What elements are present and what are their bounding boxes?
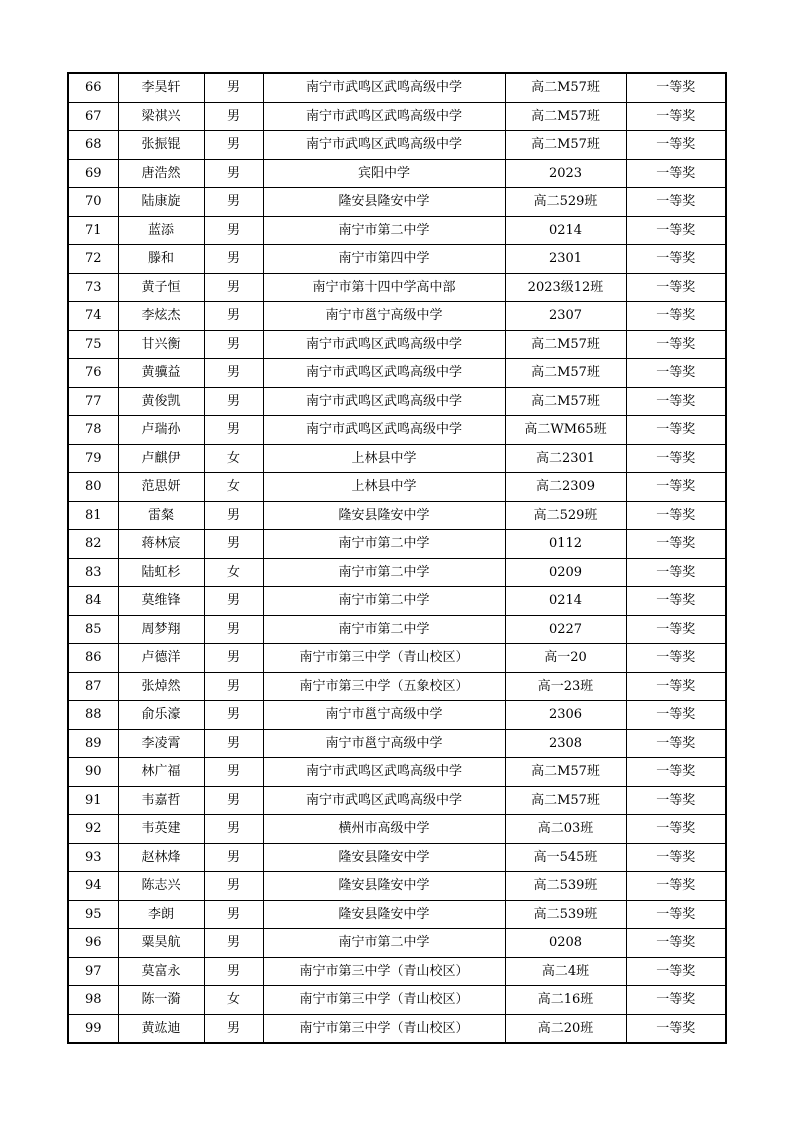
- cell-gender: 男: [204, 530, 263, 559]
- cell-number: 99: [68, 1014, 118, 1043]
- cell-award: 一等奖: [626, 644, 726, 673]
- cell-school: 隆安县隆安中学: [263, 188, 505, 217]
- cell-class: 高二M57班: [505, 387, 626, 416]
- cell-gender: 男: [204, 786, 263, 815]
- cell-class: 高二03班: [505, 815, 626, 844]
- cell-school: 南宁市第二中学: [263, 587, 505, 616]
- cell-award: 一等奖: [626, 216, 726, 245]
- table-row: [68, 587, 726, 616]
- cell-number: 82: [68, 530, 118, 559]
- cell-gender: 男: [204, 672, 263, 701]
- table-row: [68, 416, 726, 445]
- cell-award: 一等奖: [626, 159, 726, 188]
- table-body: [68, 73, 726, 1043]
- cell-school: 南宁市武鸣区武鸣高级中学: [263, 359, 505, 388]
- table-row: [68, 929, 726, 958]
- cell-school: 南宁市武鸣区武鸣高级中学: [263, 131, 505, 160]
- cell-class: 0214: [505, 216, 626, 245]
- cell-class: 高二539班: [505, 872, 626, 901]
- cell-class: 高二WM65班: [505, 416, 626, 445]
- cell-class: 高二M57班: [505, 786, 626, 815]
- cell-name: 卢麒伊: [118, 444, 204, 473]
- cell-award: 一等奖: [626, 587, 726, 616]
- cell-school: 上林县中学: [263, 473, 505, 502]
- cell-gender: 男: [204, 273, 263, 302]
- cell-number: 96: [68, 929, 118, 958]
- cell-name: 粟昊航: [118, 929, 204, 958]
- cell-name: 蓝添: [118, 216, 204, 245]
- cell-class: 0214: [505, 587, 626, 616]
- cell-number: 67: [68, 102, 118, 131]
- cell-number: 92: [68, 815, 118, 844]
- cell-number: 68: [68, 131, 118, 160]
- table-row: [68, 102, 726, 131]
- cell-gender: 男: [204, 900, 263, 929]
- cell-gender: 男: [204, 501, 263, 530]
- cell-award: 一等奖: [626, 986, 726, 1015]
- cell-class: 2301: [505, 245, 626, 274]
- cell-number: 76: [68, 359, 118, 388]
- cell-name: 俞乐濠: [118, 701, 204, 730]
- table-row: [68, 359, 726, 388]
- cell-number: 97: [68, 957, 118, 986]
- cell-class: 高一23班: [505, 672, 626, 701]
- cell-name: 李凌霄: [118, 729, 204, 758]
- cell-school: 南宁市第二中学: [263, 216, 505, 245]
- cell-school: 南宁市第二中学: [263, 530, 505, 559]
- table-row: [68, 216, 726, 245]
- cell-award: 一等奖: [626, 729, 726, 758]
- table-row: [68, 644, 726, 673]
- cell-name: 韦嘉哲: [118, 786, 204, 815]
- cell-class: 2023: [505, 159, 626, 188]
- table-row: [68, 444, 726, 473]
- cell-class: 高二M57班: [505, 758, 626, 787]
- cell-gender: 男: [204, 615, 263, 644]
- table-row: [68, 615, 726, 644]
- table-row: [68, 131, 726, 160]
- cell-number: 80: [68, 473, 118, 502]
- table-row: [68, 273, 726, 302]
- cell-award: 一等奖: [626, 900, 726, 929]
- cell-name: 黄俊凯: [118, 387, 204, 416]
- cell-name: 陆虹杉: [118, 558, 204, 587]
- cell-class: 高二20班: [505, 1014, 626, 1043]
- cell-gender: 男: [204, 416, 263, 445]
- cell-number: 87: [68, 672, 118, 701]
- cell-gender: 男: [204, 302, 263, 331]
- cell-number: 69: [68, 159, 118, 188]
- cell-school: 南宁市武鸣区武鸣高级中学: [263, 387, 505, 416]
- cell-school: 隆安县隆安中学: [263, 900, 505, 929]
- cell-award: 一等奖: [626, 843, 726, 872]
- cell-award: 一等奖: [626, 615, 726, 644]
- cell-name: 陈一漪: [118, 986, 204, 1015]
- cell-award: 一等奖: [626, 957, 726, 986]
- cell-name: 范思妍: [118, 473, 204, 502]
- cell-name: 黄子恒: [118, 273, 204, 302]
- cell-class: 0208: [505, 929, 626, 958]
- cell-school: 南宁市第三中学（青山校区）: [263, 644, 505, 673]
- cell-number: 77: [68, 387, 118, 416]
- table-row: [68, 73, 726, 102]
- cell-name: 唐浩然: [118, 159, 204, 188]
- cell-number: 84: [68, 587, 118, 616]
- cell-award: 一等奖: [626, 929, 726, 958]
- cell-gender: 男: [204, 701, 263, 730]
- cell-school: 隆安县隆安中学: [263, 872, 505, 901]
- cell-class: 高二529班: [505, 501, 626, 530]
- cell-award: 一等奖: [626, 188, 726, 217]
- cell-school: 宾阳中学: [263, 159, 505, 188]
- cell-school: 南宁市邕宁高级中学: [263, 302, 505, 331]
- cell-name: 雷粲: [118, 501, 204, 530]
- cell-award: 一等奖: [626, 330, 726, 359]
- cell-number: 89: [68, 729, 118, 758]
- cell-name: 滕和: [118, 245, 204, 274]
- cell-number: 79: [68, 444, 118, 473]
- cell-gender: 男: [204, 387, 263, 416]
- cell-name: 黄竑迪: [118, 1014, 204, 1043]
- cell-school: 南宁市第二中学: [263, 929, 505, 958]
- table-row: [68, 815, 726, 844]
- cell-school: 南宁市邕宁高级中学: [263, 701, 505, 730]
- cell-award: 一等奖: [626, 815, 726, 844]
- cell-class: 高二M57班: [505, 102, 626, 131]
- cell-gender: 男: [204, 159, 263, 188]
- cell-gender: 男: [204, 102, 263, 131]
- cell-school: 南宁市第十四中学高中部: [263, 273, 505, 302]
- table-row: [68, 558, 726, 587]
- table-row: [68, 758, 726, 787]
- cell-number: 95: [68, 900, 118, 929]
- cell-award: 一等奖: [626, 245, 726, 274]
- cell-class: 高一545班: [505, 843, 626, 872]
- cell-number: 90: [68, 758, 118, 787]
- cell-number: 86: [68, 644, 118, 673]
- table-row: [68, 473, 726, 502]
- table-row: [68, 330, 726, 359]
- cell-gender: 男: [204, 929, 263, 958]
- cell-award: 一等奖: [626, 131, 726, 160]
- table-row: [68, 501, 726, 530]
- award-list-table: [67, 72, 727, 1044]
- table-row: [68, 159, 726, 188]
- cell-school: 南宁市第二中学: [263, 558, 505, 587]
- table-row: [68, 900, 726, 929]
- table-row: [68, 245, 726, 274]
- cell-gender: 男: [204, 815, 263, 844]
- cell-class: 高二4班: [505, 957, 626, 986]
- cell-name: 张振锟: [118, 131, 204, 160]
- table-row: [68, 701, 726, 730]
- cell-award: 一等奖: [626, 102, 726, 131]
- cell-name: 周梦翔: [118, 615, 204, 644]
- cell-number: 66: [68, 73, 118, 102]
- cell-gender: 男: [204, 843, 263, 872]
- cell-name: 李昊轩: [118, 73, 204, 102]
- cell-number: 83: [68, 558, 118, 587]
- cell-class: 高一20: [505, 644, 626, 673]
- cell-number: 98: [68, 986, 118, 1015]
- cell-school: 南宁市第四中学: [263, 245, 505, 274]
- cell-name: 赵林烽: [118, 843, 204, 872]
- cell-gender: 男: [204, 73, 263, 102]
- cell-name: 卢瑞孙: [118, 416, 204, 445]
- cell-award: 一等奖: [626, 786, 726, 815]
- cell-school: 南宁市第三中学（青山校区）: [263, 986, 505, 1015]
- cell-name: 张焯然: [118, 672, 204, 701]
- cell-gender: 男: [204, 644, 263, 673]
- cell-gender: 男: [204, 216, 263, 245]
- cell-number: 93: [68, 843, 118, 872]
- cell-class: 2023级12班: [505, 273, 626, 302]
- cell-number: 74: [68, 302, 118, 331]
- cell-number: 78: [68, 416, 118, 445]
- cell-school: 南宁市武鸣区武鸣高级中学: [263, 330, 505, 359]
- table-row: [68, 188, 726, 217]
- table-row: [68, 672, 726, 701]
- cell-school: 南宁市武鸣区武鸣高级中学: [263, 758, 505, 787]
- cell-number: 94: [68, 872, 118, 901]
- cell-gender: 男: [204, 188, 263, 217]
- cell-award: 一等奖: [626, 530, 726, 559]
- cell-school: 南宁市第三中学（五象校区）: [263, 672, 505, 701]
- table-row: [68, 872, 726, 901]
- cell-school: 南宁市武鸣区武鸣高级中学: [263, 73, 505, 102]
- cell-award: 一等奖: [626, 758, 726, 787]
- cell-award: 一等奖: [626, 273, 726, 302]
- table-row: [68, 729, 726, 758]
- cell-award: 一等奖: [626, 444, 726, 473]
- cell-name: 陈志兴: [118, 872, 204, 901]
- table-row: [68, 843, 726, 872]
- cell-award: 一等奖: [626, 558, 726, 587]
- cell-award: 一等奖: [626, 501, 726, 530]
- cell-class: 0227: [505, 615, 626, 644]
- cell-class: 2306: [505, 701, 626, 730]
- cell-number: 71: [68, 216, 118, 245]
- cell-gender: 男: [204, 245, 263, 274]
- table-row: [68, 986, 726, 1015]
- cell-gender: 男: [204, 758, 263, 787]
- cell-class: 高二M57班: [505, 359, 626, 388]
- cell-school: 南宁市第二中学: [263, 615, 505, 644]
- cell-class: 高二2301: [505, 444, 626, 473]
- cell-number: 88: [68, 701, 118, 730]
- cell-school: 上林县中学: [263, 444, 505, 473]
- cell-class: 高二2309: [505, 473, 626, 502]
- cell-class: 0112: [505, 530, 626, 559]
- cell-gender: 女: [204, 473, 263, 502]
- cell-school: 隆安县隆安中学: [263, 843, 505, 872]
- table-row: [68, 387, 726, 416]
- cell-gender: 男: [204, 330, 263, 359]
- cell-award: 一等奖: [626, 701, 726, 730]
- cell-number: 85: [68, 615, 118, 644]
- cell-gender: 男: [204, 957, 263, 986]
- cell-class: 2308: [505, 729, 626, 758]
- cell-class: 高二539班: [505, 900, 626, 929]
- cell-school: 南宁市邕宁高级中学: [263, 729, 505, 758]
- cell-name: 莫维锋: [118, 587, 204, 616]
- cell-class: 高二16班: [505, 986, 626, 1015]
- cell-name: 蒋林宸: [118, 530, 204, 559]
- cell-name: 黄骥益: [118, 359, 204, 388]
- cell-award: 一等奖: [626, 672, 726, 701]
- cell-award: 一等奖: [626, 416, 726, 445]
- cell-school: 南宁市第三中学（青山校区）: [263, 957, 505, 986]
- cell-name: 甘兴衡: [118, 330, 204, 359]
- cell-award: 一等奖: [626, 1014, 726, 1043]
- cell-school: 横州市高级中学: [263, 815, 505, 844]
- cell-name: 林广福: [118, 758, 204, 787]
- cell-number: 72: [68, 245, 118, 274]
- cell-gender: 女: [204, 558, 263, 587]
- cell-school: 南宁市第三中学（青山校区）: [263, 1014, 505, 1043]
- cell-award: 一等奖: [626, 872, 726, 901]
- table-row: [68, 302, 726, 331]
- cell-award: 一等奖: [626, 387, 726, 416]
- cell-number: 81: [68, 501, 118, 530]
- cell-name: 李炫杰: [118, 302, 204, 331]
- cell-class: 高二M57班: [505, 330, 626, 359]
- cell-award: 一等奖: [626, 473, 726, 502]
- cell-name: 韦英建: [118, 815, 204, 844]
- table-row: [68, 1014, 726, 1043]
- cell-gender: 男: [204, 131, 263, 160]
- cell-name: 陆康旋: [118, 188, 204, 217]
- cell-class: 高二M57班: [505, 73, 626, 102]
- table-row: [68, 786, 726, 815]
- cell-name: 卢德洋: [118, 644, 204, 673]
- cell-school: 南宁市武鸣区武鸣高级中学: [263, 102, 505, 131]
- cell-school: 隆安县隆安中学: [263, 501, 505, 530]
- cell-award: 一等奖: [626, 73, 726, 102]
- cell-gender: 男: [204, 587, 263, 616]
- cell-class: 2307: [505, 302, 626, 331]
- cell-number: 91: [68, 786, 118, 815]
- cell-award: 一等奖: [626, 359, 726, 388]
- table-row: [68, 530, 726, 559]
- cell-number: 70: [68, 188, 118, 217]
- cell-class: 高二529班: [505, 188, 626, 217]
- cell-school: 南宁市武鸣区武鸣高级中学: [263, 786, 505, 815]
- cell-class: 0209: [505, 558, 626, 587]
- cell-name: 梁祺兴: [118, 102, 204, 131]
- cell-gender: 女: [204, 444, 263, 473]
- cell-number: 75: [68, 330, 118, 359]
- cell-gender: 女: [204, 986, 263, 1015]
- cell-number: 73: [68, 273, 118, 302]
- cell-gender: 男: [204, 359, 263, 388]
- cell-gender: 男: [204, 729, 263, 758]
- cell-gender: 男: [204, 872, 263, 901]
- cell-class: 高二M57班: [505, 131, 626, 160]
- cell-school: 南宁市武鸣区武鸣高级中学: [263, 416, 505, 445]
- cell-gender: 男: [204, 1014, 263, 1043]
- cell-name: 李朗: [118, 900, 204, 929]
- cell-award: 一等奖: [626, 302, 726, 331]
- cell-name: 莫富永: [118, 957, 204, 986]
- table-row: [68, 957, 726, 986]
